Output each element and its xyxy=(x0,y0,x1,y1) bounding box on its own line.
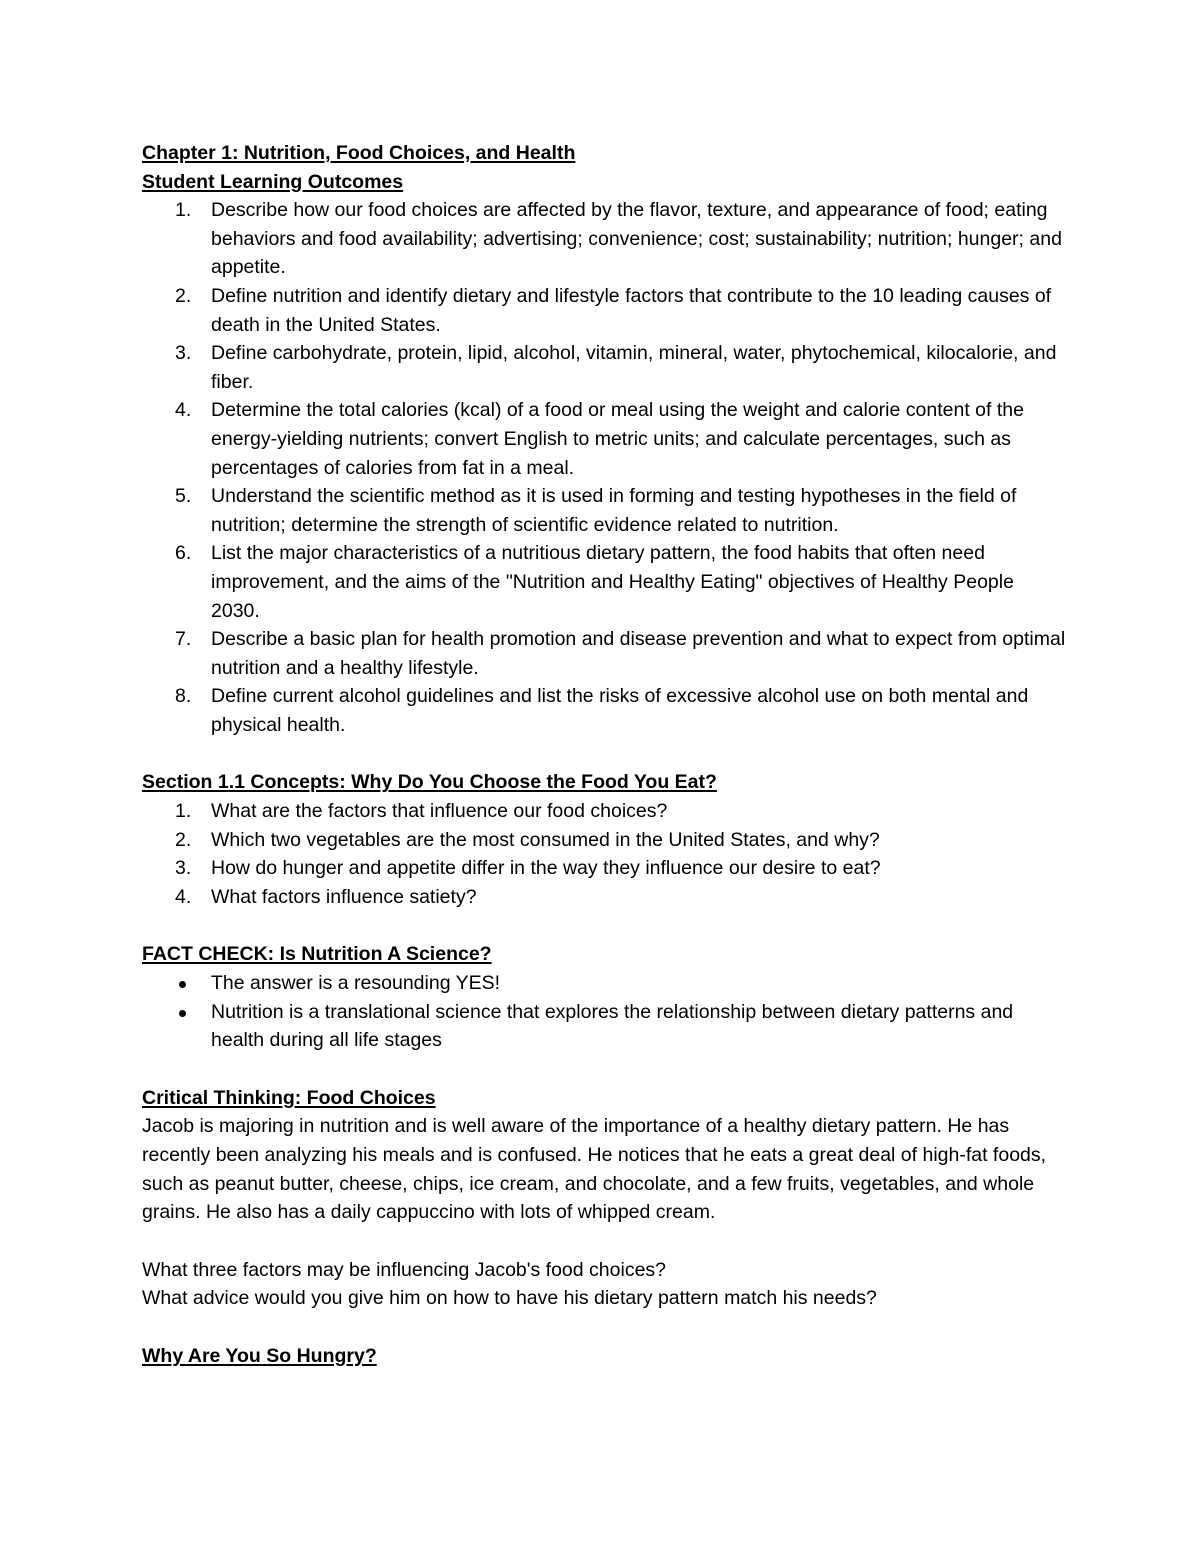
question-2: What advice would you give him on how to have his dietary pattern match his needs? xyxy=(142,1287,877,1310)
list-item xyxy=(142,826,1067,855)
list-item xyxy=(142,998,1067,1055)
list-item xyxy=(142,196,1067,282)
list-number: 5. xyxy=(175,485,192,508)
list-item-text: Describe a basic plan for health promotion and disease prevention and what to expect from optimal nutrition and a healthy lifestyle. xyxy=(211,628,1066,679)
list-number: 8. xyxy=(175,685,192,708)
list-number: 4. xyxy=(175,399,192,422)
list-item-text: Define nutrition and identify dietary and lifestyle factors that contribute to the 10 leading causes of death in the United States. xyxy=(211,284,1052,336)
list-item xyxy=(142,854,1067,883)
list-item-text: How do hunger and appetite differ in the way they influence our desire to eat? xyxy=(211,857,881,880)
list-item-text: Define current alcohol guidelines and list the risks of excessive alcohol use on both mental and physical health. xyxy=(211,685,1029,736)
document-page xyxy=(142,139,1067,1371)
spacer xyxy=(142,1055,1067,1084)
list-item-text: List the major characteristics of a nutritious dietary pattern, the food habits that often need improvement, and the aims of the "Nutrition and Healthy Eating" objectives of Healthy People 2030. xyxy=(211,542,1014,622)
list-number: 3. xyxy=(175,342,192,365)
list-number: 7. xyxy=(175,628,192,651)
list-item xyxy=(142,396,1067,482)
fact-check-list xyxy=(142,969,1067,1055)
list-number: 1. xyxy=(175,199,192,222)
section-1-1-list xyxy=(142,797,1067,911)
critical-thinking-paragraph: Jacob is majoring in nutrition and is well aware of the importance of a healthy dietary pattern. He has recently been analyzing his meals and is confused. He notices that he eats a great deal of high-fat foods, such as peanut butter, cheese, chips, ice cream, and chocolate, and a few fruits, vegetables, and whole grains. He also has a daily cappuccino with lots of whipped cream. xyxy=(142,1115,1047,1224)
bullet-icon xyxy=(179,981,186,988)
outcomes-heading: Student Learning Outcomes xyxy=(142,170,404,193)
spacer xyxy=(142,1227,1067,1256)
list-item-text: The answer is a resounding YES! xyxy=(211,972,501,995)
bullet-icon xyxy=(179,1010,186,1017)
fact-check-heading: FACT CHECK: Is Nutrition A Science? xyxy=(142,943,492,966)
spacer xyxy=(142,739,1067,768)
critical-thinking-heading: Critical Thinking: Food Choices xyxy=(142,1086,436,1109)
list-item-text: Define carbohydrate, protein, lipid, alcohol, vitamin, mineral, water, phytochemical, kilocalorie, and fiber. xyxy=(211,342,1057,393)
chapter-title: Chapter 1: Nutrition, Food Choices, and Health xyxy=(142,142,576,164)
question-1: What three factors may be influencing Jacob's food choices? xyxy=(142,1258,667,1281)
outcomes-list xyxy=(142,196,1067,739)
list-number: 1. xyxy=(175,800,192,823)
list-item-text: What factors influence satiety? xyxy=(211,885,477,908)
list-item-text: Nutrition is a translational science that explores the relationship between dietary patterns and health during all life stages xyxy=(211,1000,1014,1052)
list-item xyxy=(142,339,1067,396)
list-number: 2. xyxy=(175,828,192,851)
list-item xyxy=(142,969,1067,998)
list-item-text: Describe how our food choices are affected by the flavor, texture, and appearance of food; eating behaviors and food availability; advertising; convenience; cost; sustainability; nutrition; hunger; and appetite. xyxy=(211,199,1062,279)
spacer xyxy=(142,911,1067,940)
list-number: 6. xyxy=(175,542,192,565)
section-1-1-heading: Section 1.1 Concepts: Why Do You Choose the Food You Eat? xyxy=(142,771,717,794)
list-item xyxy=(142,539,1067,625)
hungry-heading: Why Are You So Hungry? xyxy=(142,1344,377,1367)
list-item xyxy=(142,482,1067,539)
list-number: 2. xyxy=(175,284,192,307)
list-item xyxy=(142,282,1067,339)
list-item xyxy=(142,625,1067,682)
list-item xyxy=(142,682,1067,739)
spacer xyxy=(142,1313,1067,1342)
list-number: 3. xyxy=(175,857,192,880)
list-number: 4. xyxy=(175,885,192,908)
list-item-text: Which two vegetables are the most consumed in the United States, and why? xyxy=(211,828,880,851)
list-item xyxy=(142,883,1067,912)
list-item xyxy=(142,797,1067,826)
list-item-text: What are the factors that influence our food choices? xyxy=(211,800,668,823)
list-item-text: Understand the scientific method as it is used in forming and testing hypotheses in the field of nutrition; determine the strength of scientific evidence related to nutrition. xyxy=(211,485,1017,536)
list-item-text: Determine the total calories (kcal) of a food or meal using the weight and calorie content of the energy-yielding nutrients; convert English to metric units; and calculate percentages, such as percentages of calories from fat in a meal. xyxy=(211,399,1024,479)
